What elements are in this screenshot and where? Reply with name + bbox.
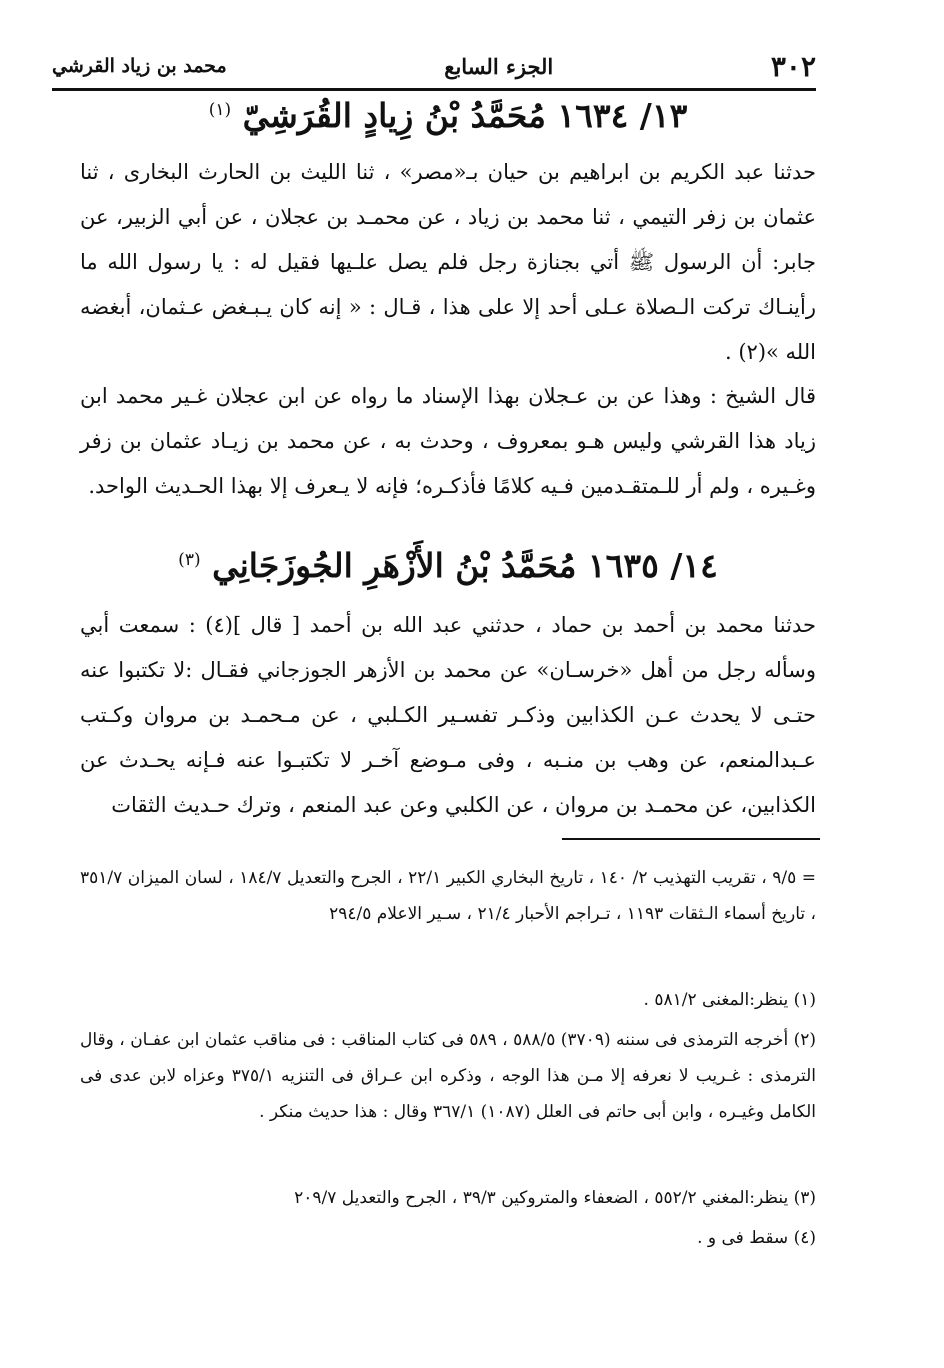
footnote-separator bbox=[562, 838, 820, 840]
hadith-paragraph: حدثنا عبد الكريم بن ابراهيم بن حيان بـ«مصر» ، ثنا الليث بن الحارث البخارى ، ثنا عثمان بن زفر التيمي ، ثنا محمد بن زياد ، عن محمـد بن عجلان ، عن أبي الزبير، عن جابر: أن الرسول ﷺ أتي بجنازة رجل فلم يصل علـيها فقيل له : يا رسول الله ما رأينـاك تركت الـصلاة عـلى أحد إلا على هذا ، قـال : « إنه كان يـبـغض عـثمان، أبغضه الله »(٢) . bbox=[80, 160, 816, 364]
footnote-4: (٤) سقط فى و . bbox=[697, 1228, 816, 1248]
footnote-marker: (١) bbox=[208, 100, 232, 120]
hadith-paragraph: حدثنا محمد بن أحمد بن حماد ، حدثني عبد الله بن أحمد [ قال ](٤) : سمعت أبي وسأله رجل من أهل «خرسـان» عن محمد بن الأزهر الجوزجاني فقـال :لا تكتبوا عنه حتـى لا يحدث عـن الكذابين وذكـر تفسـير الكـلبي ، عن مـحمـد بن مروان وكـتب عـبدالمنعم، عن وهب بن منـبه ، وفى مـوضع آخـر لا تكتبـوا عنه فـإنه يحـدث عن الكذابين، عن محمـد بن مروان ، عن الكلبي وعن عبد المنعم ، وترك حـديث الثقات bbox=[80, 613, 816, 817]
footnote-marker: (٣) bbox=[178, 550, 201, 570]
running-title: محمد بن زياد القرشي bbox=[52, 55, 227, 77]
footnote-1: (١) ينظر:المغنى ٥٨١/٢ . bbox=[643, 990, 816, 1010]
entry-title-text: ١٤/ ١٦٣٥ مُحَمَّدُ بْنُ الأَزْهَرِ الجُوزَجَانِي bbox=[212, 546, 718, 585]
footnote-3: (٣) ينظر:المغني ٥٥٢/٢ ، الضعفاء والمتروكين ٣٩/٣ ، الجرح والتعديل ٢٠٩/٧ bbox=[294, 1188, 816, 1208]
commentary-paragraph: قال الشيخ : وهذا عن بن عـجلان بهذا الإسناد ما رواه عن ابن عجلان غـير محمد ابن زياد هذا القرشي وليس هـو بمعروف ، وحدث به ، عن محمد بن زيـاد عثمان بن زفر وغـيره ، ولم أر للـمتقـدمين فـيه كلامًا فأذكـره؛ فإنه لا يـعرف إلا بهذا الحـديث الواحد. bbox=[80, 384, 816, 498]
volume-part: الجزء السابع bbox=[444, 53, 554, 79]
header-rule bbox=[52, 88, 816, 91]
entry-title-text: ١٣/ ١٦٣٤ مُحَمَّدُ بْنُ زِيادٍ القُرَشِيّ bbox=[242, 96, 688, 135]
page-header bbox=[52, 46, 816, 86]
footnote-2: (٢) أخرجه الترمذى فى سننه (٣٧٠٩) ٥٨٨/٥ ، ٥٨٩ فى كتاب المناقب : فى مناقب عثمان ابن عفـان ، وقال الترمذى : غـريب لا نعرفه إلا مـن هذا الوجه ، وذكره ابن عـراق فى التنزيه ٣٧٥/١ وعزاه لابن عدى فى الكامل وغيـره ، وابن أبى حاتم فى العلل (١٠٨٧) ٣٦٧/١ وقال : هذا حديث منكر . bbox=[80, 1030, 816, 1122]
footnote-continued: = ٩/٥ ، تقريب التهذيب ٢/ ١٤٠ ، تاريخ البخاري الكبير ٢٢/١ ، الجرح والتعديل ١٨٤/٧ ، لسان الميزان ٣٥١/٧ ، تاريخ أسماء الـثقات ١١٩٣ ، تـراجم الأحبار ٢١/٤ ، سـير الاعلام ٢٩٤/٥ bbox=[80, 868, 817, 924]
page-number: ٣٠٢ bbox=[770, 49, 816, 83]
entry-title bbox=[80, 96, 816, 136]
entry-title bbox=[80, 546, 816, 586]
